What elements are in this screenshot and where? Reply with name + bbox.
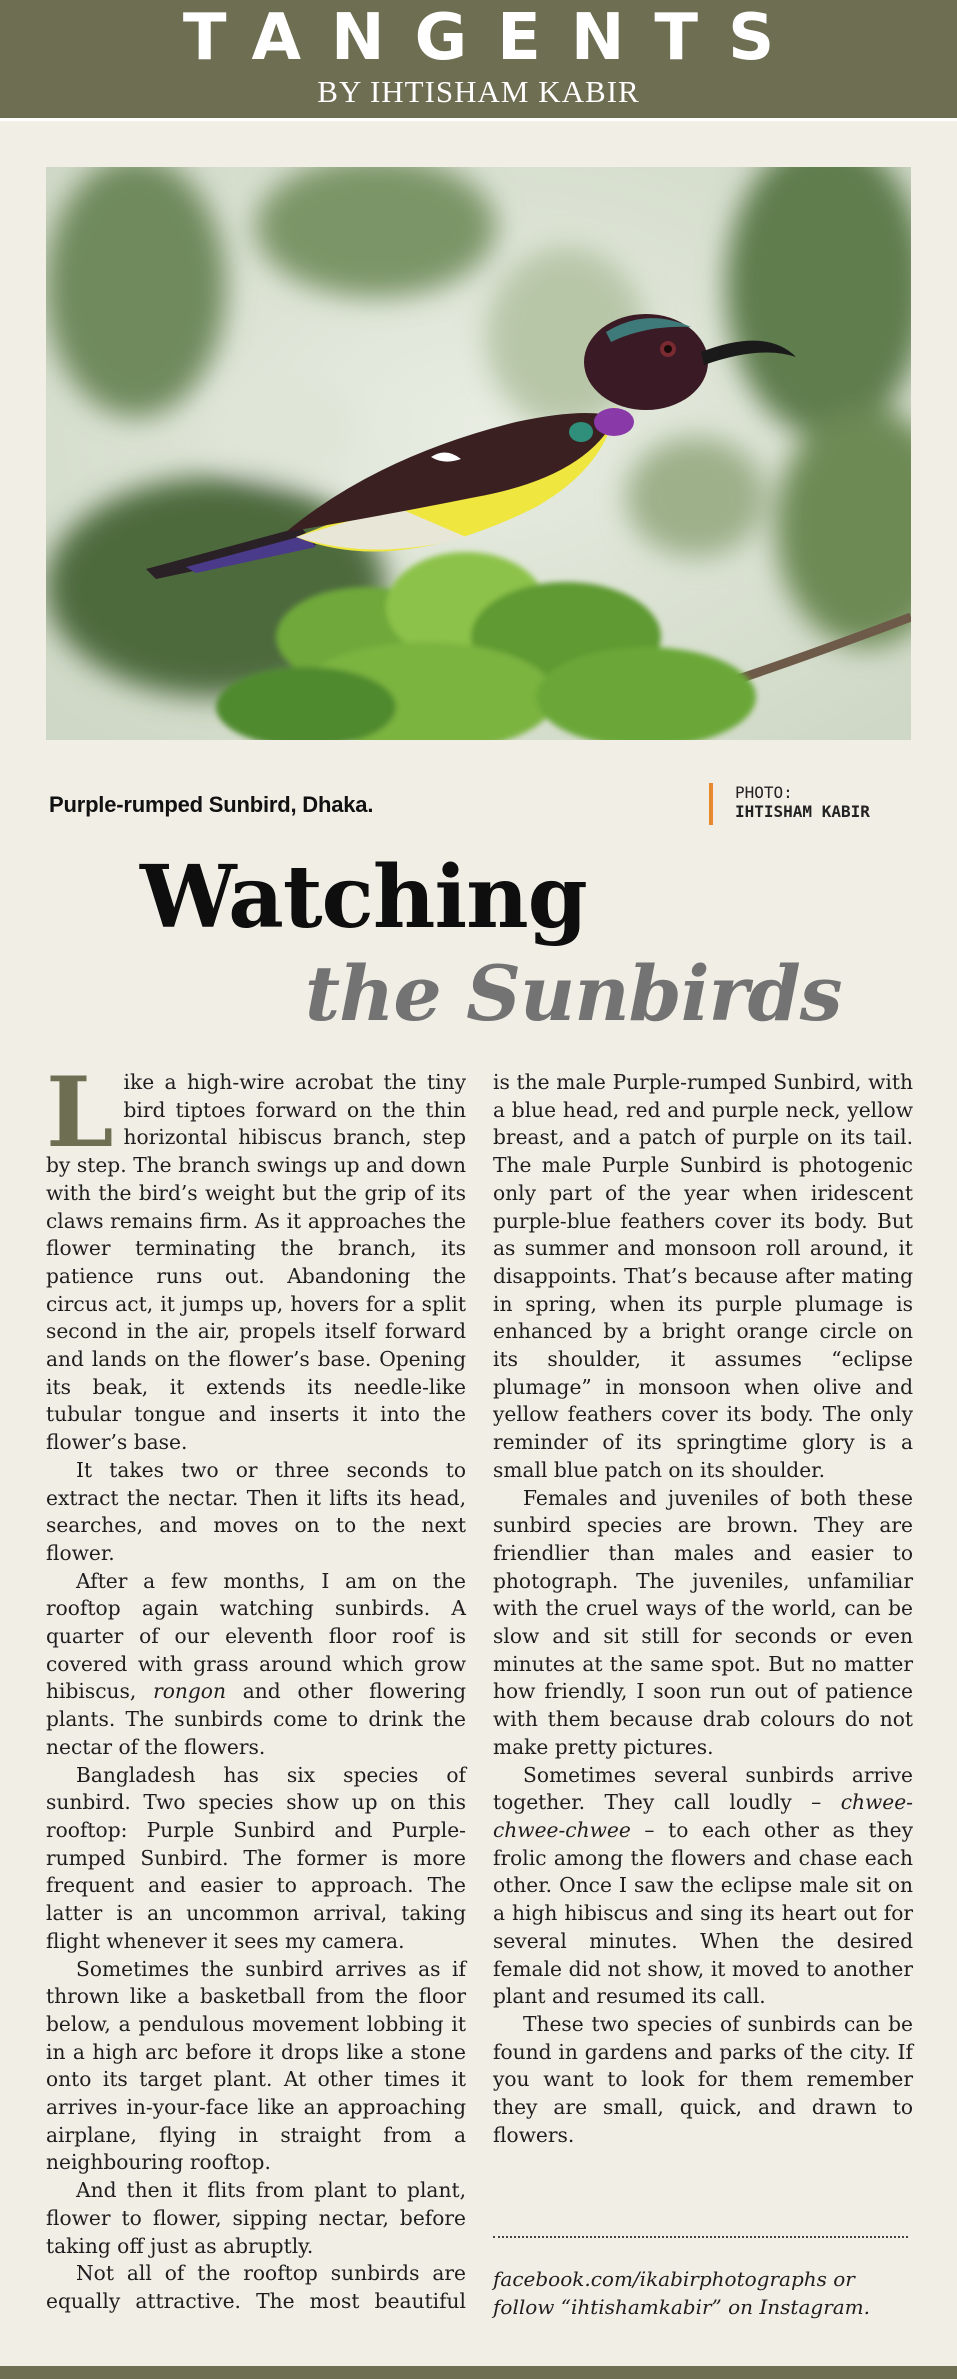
paragraph-5: Sometimes the sunbird arrives as if thrown like a basketball from the floor below, a pendulous movement lobbing it in a high arc before it drops like a stone onto its target plant. At other times it arrives in-your-face like an approaching airplane, flying in straight from a neighbouring rooftop. xyxy=(46,1956,466,2175)
author-byline: BY IHTISHAM KABIR xyxy=(317,74,640,109)
headline-line-2: the Sunbirds xyxy=(305,949,842,1038)
masthead-divider xyxy=(0,118,957,121)
dotted-divider xyxy=(493,2236,908,2238)
photo-caption: Purple-rumped Sunbird, Dhaka. xyxy=(49,792,374,817)
paragraph-2: It takes two or three seconds to extract the nectar. Then it lifts its head, searches, and moves on to the next flower. xyxy=(46,1457,466,1565)
paragraph-1: Like a high-wire acrobat the tiny bird tiptoes forward on the thin horizontal hibiscus branch, step by step. The branch swings up and down with the bird’s weight but the grip of its claws remains firm. As it approaches the flower terminating the branch, its patience runs out. Abandoning the circus act, it jumps up, hovers for a split second in the air, propels itself forward and lands on the flower’s base. Opening its beak, it extends its needle-like tubular tongue and inserts it into the flower’s base. xyxy=(46,1056,466,1455)
paragraph-8: Females and juveniles of both these sunbird species are brown. They are friendlier than males and easier to photograph. The juveniles, unfamiliar with the cruel ways of the world, can be slow and sit still for seconds or even minutes at the same spot. But no matter how friendly, I soon run out of patience with them because drab colours do not make pretty pictures. xyxy=(493,1485,913,1759)
drop-cap: L xyxy=(46,1056,114,1169)
photo-credit xyxy=(709,783,870,825)
section-title: TANGENTS xyxy=(182,1,805,75)
headline-line-1: Watching xyxy=(140,847,587,948)
paragraph-7-start: Not all of the rooftop sunbirds are equally attractive. The most beautiful xyxy=(46,2261,466,2313)
paragraph-6: And then it flits from plant to plant, flower to flower, sipping nectar, before taking off just as abruptly. xyxy=(46,2178,466,2258)
paragraph-3: After a few months, I am on the rooftop again watching sunbirds. A quarter of our eleventh floor roof is covered with grass around which grow hibiscus, rongon and other flowering plants. The sunbirds come to drink the nectar of the flowers. xyxy=(46,1568,466,1759)
paragraph-9: Sometimes several sunbirds arrive together. They call loudly – chwee-chwee-chwee – to each other as they frolic among the flowers and chase each other. Once I saw the eclipse male sit on a high hibiscus and sing its heart out for several minutes. When the desired female did not show, it moved to another plant and resumed its call. xyxy=(493,1762,913,2009)
photo-credit-label: PHOTO: xyxy=(735,783,793,802)
masthead-band xyxy=(0,0,957,118)
paragraph-4: Bangladesh has six species of sunbird. Two species show up on this rooftop: Purple Sunbird and Purple-rumped Sunbird. The former is more frequent and easier to approach. The latter is an uncommon arrival, taking flight whenever it sees my camera. xyxy=(46,1762,466,1953)
paragraph-7-end: is the male Purple-rumped Sunbird, with a blue head, red and purple neck, yellow breast, and a patch of purple on its tail. The male Purple Sunbird is photogenic only part of the year when iridescent purple-blue feathers cover its body. But as summer and monsoon roll around, it disappoints. That’s because after mating in spring, when its purple plumage is enhanced by a bright orange circle on its shoulder, it assumes “eclipse plumage” in monsoon when olive and yellow feathers cover its body. The only reminder of its springtime glory is a small blue patch on its shoulder. xyxy=(493,1070,913,1482)
bottom-band xyxy=(0,2366,957,2379)
article-column-right xyxy=(493,1069,913,2149)
sunbird-photo xyxy=(46,167,911,740)
paragraph-10: These two species of sunbirds can be found in gardens and parks of the city. If you want to look for them remember they are small, quick, and drawn to flowers. xyxy=(493,2011,913,2147)
social-footer-note: facebook.com/ikabirphotographs or follow “ihtishamkabir” on Instagram. xyxy=(493,2267,871,2319)
photo-credit-name: IHTISHAM KABIR xyxy=(735,802,870,821)
article-column-left xyxy=(46,1056,466,2316)
